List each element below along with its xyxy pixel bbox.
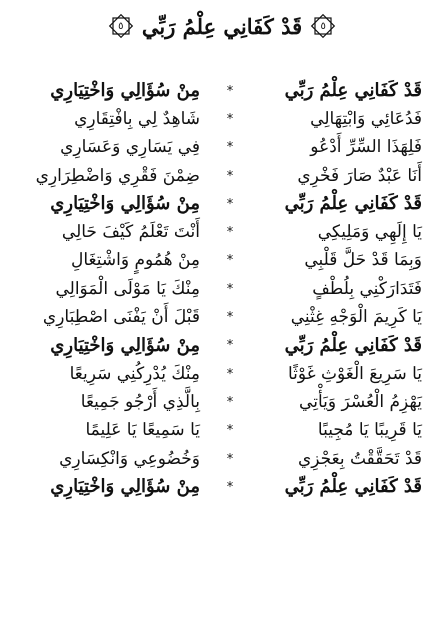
verse-row (0, 417, 444, 445)
verse-second-hemistich: مِنْ هُمُومٍ وَاشْتِغَالِ (71, 250, 200, 271)
verse-row-refrain (0, 77, 444, 105)
verse-row (0, 105, 444, 133)
verse-second-hemistich: مِنْكَ يَا مَوْلَى الْمَوَالِي (55, 278, 200, 299)
verse-separator-asterisk: * (226, 451, 234, 467)
verse-first-hemistich: يَا سَرِيعَ الْغَوْثِ غَوْثًا (288, 363, 422, 384)
verse-row (0, 303, 444, 331)
title-number-left: ٥ (118, 20, 124, 32)
verse-first-hemistich: فَتَدَارَكْنِي بِلُطْفٍ (312, 278, 422, 299)
verse-first-hemistich: قَدْ كَفَانِي عِلْمُ رَبِّي (284, 476, 422, 498)
verse-row (0, 360, 444, 388)
verse-second-hemistich: أَنْتَ تَعْلَمُ كَيْفَ حَالِي (61, 222, 200, 243)
verse-separator-asterisk: * (226, 140, 234, 156)
verse-row (0, 388, 444, 416)
verse-separator-asterisk: * (226, 338, 234, 354)
verse-first-hemistich: يَا إِلَهِي وَمَلِيكِي (317, 222, 422, 243)
verse-row-refrain (0, 332, 444, 360)
verse-second-hemistich: قَبْلَ أَنْ يَفْنَى اصْطِبَارِي (42, 307, 200, 328)
verse-first-hemistich: يَا قَرِيبًا يَا مُجِيبًا (317, 420, 422, 441)
verse-first-hemistich: قَدْ كَفَانِي عِلْمُ رَبِّي (284, 80, 422, 102)
verse-second-hemistich: يَا سَمِيعًا يَا عَلِيمًا (85, 420, 200, 441)
verse-separator-asterisk: * (226, 479, 234, 495)
verse-separator-asterisk: * (226, 111, 234, 127)
verse-row (0, 218, 444, 246)
verse-separator-asterisk: * (226, 83, 234, 99)
verse-row (0, 247, 444, 275)
verse-second-hemistich: مِنْ سُؤَالِي وَاخْتِيَارِي (50, 334, 200, 356)
verse-separator-asterisk: * (226, 168, 234, 184)
verse-separator-asterisk: * (226, 423, 234, 439)
verse-row (0, 134, 444, 162)
octagram-number-icon-left (108, 13, 134, 39)
verse-separator-asterisk: * (226, 253, 234, 269)
verse-second-hemistich: مِنْ سُؤَالِي وَاخْتِيَارِي (50, 193, 200, 215)
verse-first-hemistich: يَا كَرِيمَ الْوَجْهِ غِثْنِي (290, 307, 422, 328)
title-number-right: ٥ (320, 20, 326, 32)
verse-row-refrain (0, 473, 444, 501)
verse-second-hemistich: ضِمْنَ فَقْرِي وَاضْطِرَارِي (35, 165, 200, 186)
verse-second-hemistich: مِنْكَ يُدْرِكُنِي سَرِيعًا (69, 363, 200, 384)
octagram-number-icon-right (310, 13, 336, 39)
verse-second-hemistich: شَاهِدٌ لِي بِافْتِقَارِي (74, 108, 200, 129)
verse-row (0, 445, 444, 473)
verse-separator-asterisk: * (226, 281, 234, 297)
verse-row (0, 162, 444, 190)
verse-row (0, 275, 444, 303)
poem-verses (0, 77, 444, 501)
verse-row-refrain (0, 190, 444, 218)
verse-second-hemistich: فِي يَسَارِي وَعَسَارِي (60, 137, 200, 158)
verse-first-hemistich: يَهْزِمُ الْعُسْرَ وَيَأْتِي (299, 391, 422, 412)
poem-title: قَدْ كَفَانِي عِلْمُ رَبِّي (141, 13, 303, 39)
verse-second-hemistich: مِنْ سُؤَالِي وَاخْتِيَارِي (50, 476, 200, 498)
verse-first-hemistich: أَنَا عَبْدٌ صَارَ فَخْرِي (297, 165, 422, 186)
verse-first-hemistich: فَلِهَذَا السِّرِّ أَدْعُو (310, 137, 422, 158)
verse-second-hemistich: بِالَّذِي أَرْجُو جَمِيعًا (80, 391, 200, 412)
poem-title-row (0, 6, 444, 46)
verse-separator-asterisk: * (226, 196, 234, 212)
verse-separator-asterisk: * (226, 394, 234, 410)
verse-second-hemistich: مِنْ سُؤَالِي وَاخْتِيَارِي (50, 80, 200, 102)
verse-first-hemistich: فَدُعَائِي وَابْتِهَالِي (310, 108, 422, 129)
verse-first-hemistich: وَبِمَا قَدْ حَلَّ قَلْبِي (304, 250, 422, 271)
verse-first-hemistich: قَدْ تَحَقَّقْتُ بِعَجْزِي (297, 448, 422, 469)
verse-second-hemistich: وَخُضُوعِي وَانْكِسَارِي (59, 448, 200, 469)
verse-separator-asterisk: * (226, 225, 234, 241)
verse-first-hemistich: قَدْ كَفَانِي عِلْمُ رَبِّي (284, 193, 422, 215)
verse-first-hemistich: قَدْ كَفَانِي عِلْمُ رَبِّي (284, 334, 422, 356)
verse-separator-asterisk: * (226, 366, 234, 382)
verse-separator-asterisk: * (226, 310, 234, 326)
